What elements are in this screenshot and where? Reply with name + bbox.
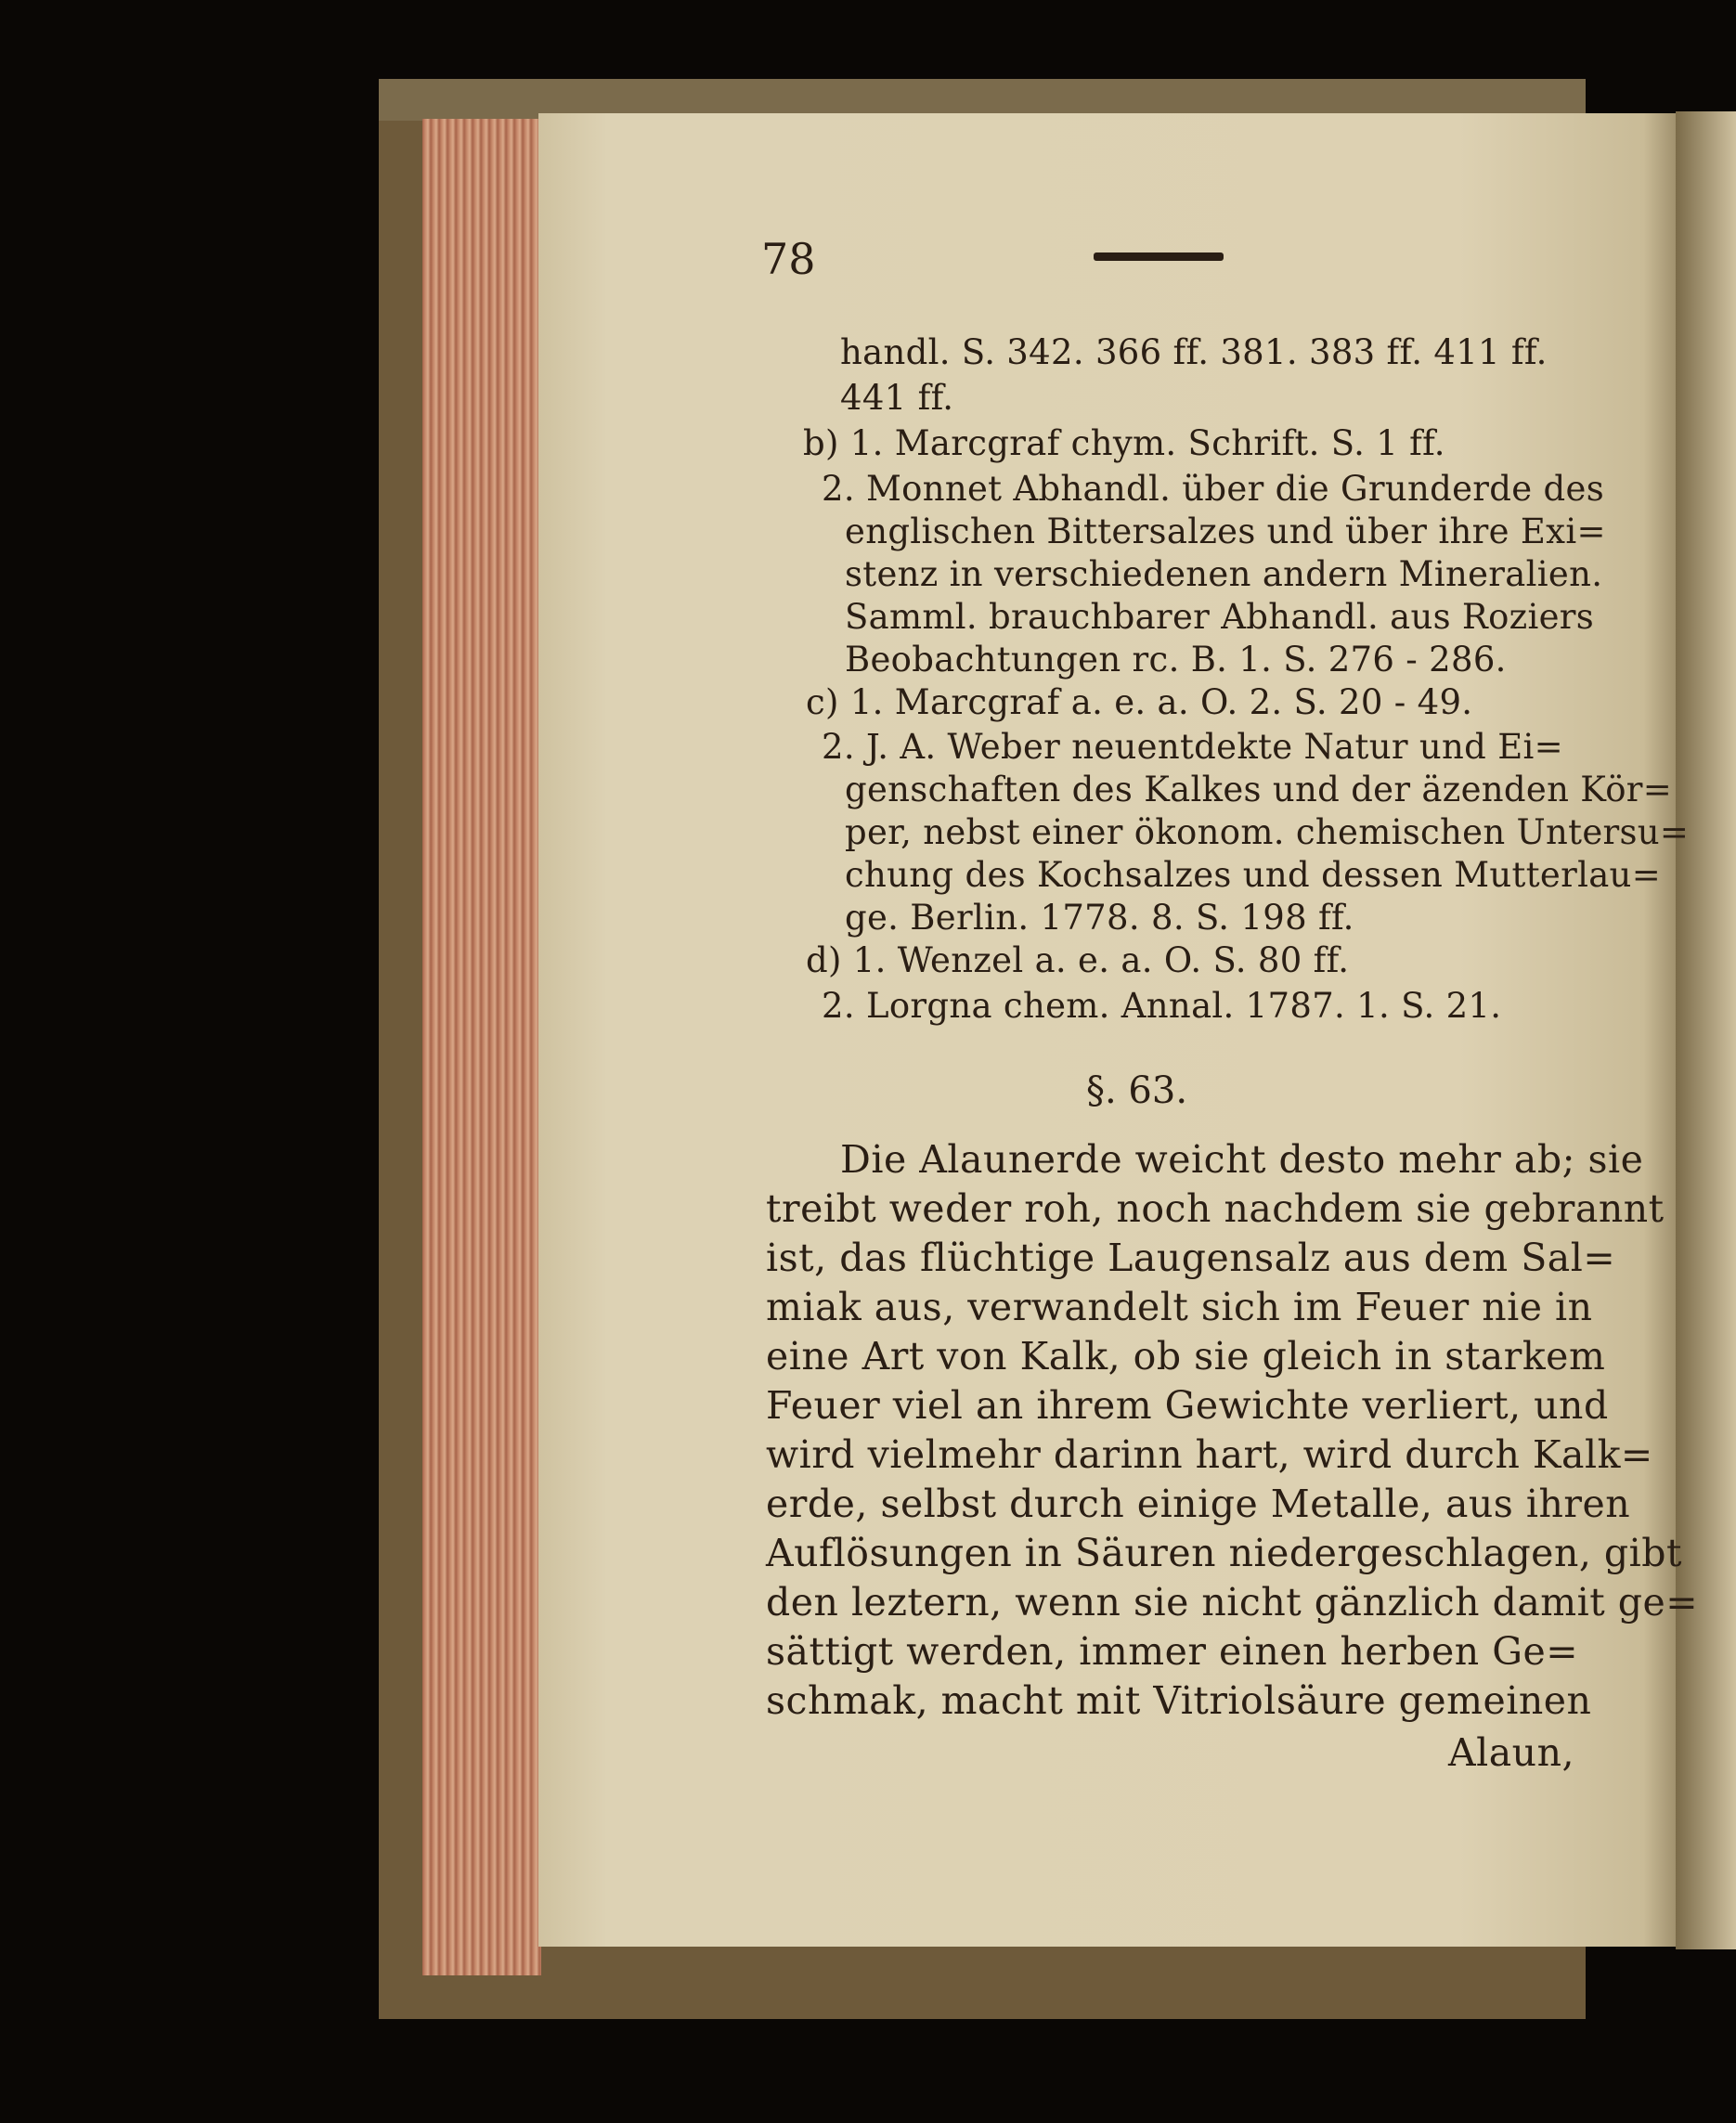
reference-line: 2. J. A. Weber neuentdekte Natur und Ei= xyxy=(822,727,1563,767)
reference-line: 2. Lorgna chem. Annal. 1787. 1. S. 21. xyxy=(822,986,1502,1026)
reference-line: 2. Monnet Abhandl. über die Grunderde des xyxy=(822,469,1604,509)
page-edges xyxy=(422,119,541,1975)
catchword: Alaun, xyxy=(1448,1730,1575,1775)
page-number: 78 xyxy=(761,234,816,284)
body-line: Die Alaunerde weicht desto mehr ab; sie xyxy=(840,1137,1644,1182)
body-line: eine Art von Kalk, ob sie gleich in starkem xyxy=(766,1334,1606,1379)
body-line: Auflösungen in Säuren niedergeschlagen, gibt xyxy=(766,1531,1683,1575)
body-line: wird vielmehr darinn hart, wird durch Kalk= xyxy=(766,1432,1653,1477)
header-rule xyxy=(1094,252,1224,261)
reference-line: Beobachtungen rc. B. 1. S. 276 - 286. xyxy=(845,640,1507,680)
reference-line: chung des Kochsalzes und dessen Mutterlau= xyxy=(845,855,1661,895)
reference-line: englischen Bittersalzes und über ihre Exi= xyxy=(845,511,1606,551)
reference-line: stenz in verschiedenen andern Mineralien. xyxy=(845,554,1603,594)
body-line: Feuer viel an ihrem Gewichte verliert, und xyxy=(766,1383,1609,1428)
reference-line: per, nebst einer ökonom. chemischen Untersu= xyxy=(845,812,1690,852)
reference-line: genschaften des Kalkes und der äzenden Kör= xyxy=(845,770,1673,809)
reference-line: b) 1. Marcgraf chym. Schrift. S. 1 ff. xyxy=(803,423,1445,463)
body-line: ist, das flüchtige Laugensalz aus dem Sal= xyxy=(766,1236,1616,1280)
section-heading: §. 63. xyxy=(1086,1069,1188,1112)
body-line: erde, selbst durch einige Metalle, aus ihren xyxy=(766,1482,1631,1526)
body-line: schmak, macht mit Vitriolsäure gemeinen xyxy=(766,1678,1592,1723)
facing-page-edge xyxy=(1676,111,1736,1949)
reference-line: d) 1. Wenzel a. e. a. O. S. 80 ff. xyxy=(806,940,1350,980)
reference-line: 441 ff. xyxy=(840,378,954,418)
body-line: treibt weder roh, noch nachdem sie gebrannt xyxy=(766,1186,1665,1231)
reference-line: Samml. brauchbarer Abhandl. aus Roziers xyxy=(845,597,1595,637)
body-line: miak aus, verwandelt sich im Feuer nie in xyxy=(766,1285,1593,1329)
reference-line: handl. S. 342. 366 ff. 381. 383 ff. 411 ff. xyxy=(840,332,1548,372)
body-line: den leztern, wenn sie nicht gänzlich damit ge= xyxy=(766,1580,1699,1625)
reference-line: ge. Berlin. 1778. 8. S. 198 ff. xyxy=(845,898,1354,938)
body-line: sättigt werden, immer einen herben Ge= xyxy=(766,1629,1579,1674)
reference-line: c) 1. Marcgraf a. e. a. O. 2. S. 20 - 49. xyxy=(806,682,1473,722)
